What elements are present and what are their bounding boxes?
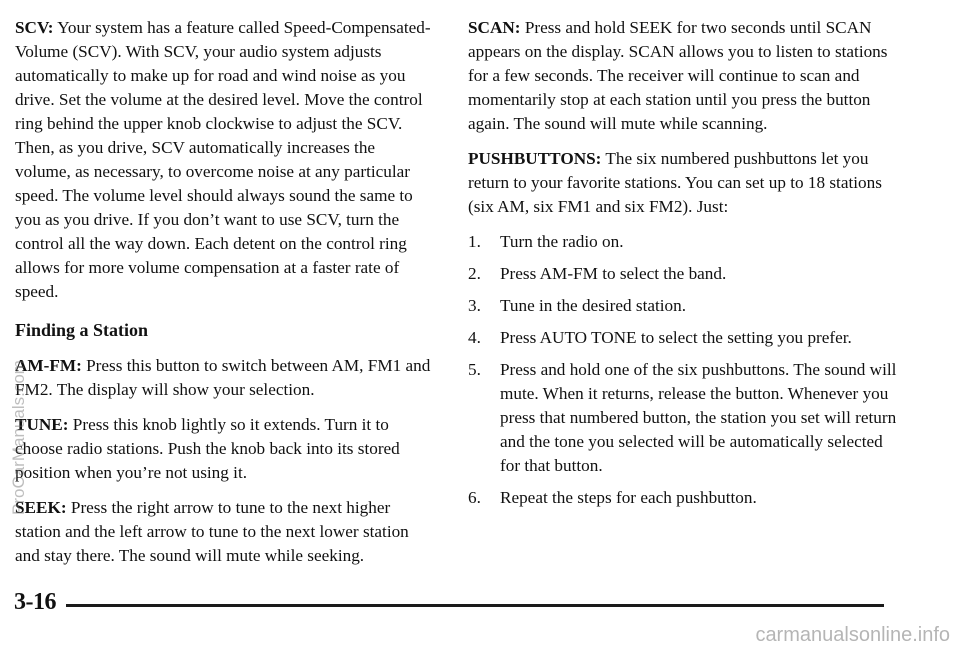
step-text: Turn the radio on. [500, 232, 624, 251]
section-heading: Finding a Station [15, 320, 149, 340]
scv-term: SCV: [15, 18, 54, 37]
step-number: 6. [468, 488, 481, 507]
page-number: 3-16 [14, 589, 56, 615]
amfm-text: Press this button to switch between AM, FM1 and FM2. The display will show your selection. [15, 356, 431, 399]
step-number: 5. [468, 360, 481, 379]
step-number: 3. [468, 296, 481, 315]
list-item [468, 294, 898, 318]
scv-text: Your system has a feature called Speed-Compensated-Volume (SCV). With SCV, your audio system adjusts automatically to make up for road and wind noise as you drive. Set the volume at the desired level. Move the control ring behind the upper knob clockwise to adjust the SCV. Then, as you drive, SCV automatically increases the volume, as necessary, to overcome noise at any particular speed. The volume level should always sound the same to you as you drive. If you don’t want to use SCV, turn the control all the way down. Each detent on the control ring allows for more volume compensation at a faster rate of speed. [15, 18, 431, 301]
step-number: 2. [468, 264, 481, 283]
watermark-vertical: ProCarManuals.com [9, 360, 28, 515]
step-text: Tune in the desired station. [500, 296, 687, 315]
pushbuttons-text: The six numbered pushbuttons let you return to your favorite stations. You can set up to 18 stations (six AM, six FM1 and six FM2). Just: [468, 149, 882, 216]
seek-term: SEEK: [15, 498, 67, 517]
scan-paragraph [468, 16, 898, 136]
step-number: 4. [468, 328, 481, 347]
amfm-paragraph [15, 354, 433, 402]
tune-paragraph [15, 413, 433, 485]
seek-text: Press the right arrow to tune to the next higher station and the left arrow to tune to the next lower station and stay there. The sound will mute while seeking. [15, 498, 409, 565]
scan-text: Press and hold SEEK for two seconds until SCAN appears on the display. SCAN allows you to listen to stations for a few seconds. The receiver will continue to scan and momentarily stop at each station until you press the button again. The sound will mute while scanning. [468, 18, 888, 133]
steps-list [468, 230, 898, 510]
step-text: Press AM-FM to select the band. [500, 264, 727, 283]
step-text: Press and hold one of the six pushbuttons. The sound will mute. When it returns, release the button. Whenever you press that numbered button, the station you set will return and the tone you selected will be automatically selected for that button. [500, 360, 897, 475]
list-item [468, 262, 898, 286]
amfm-term: AM-FM: [15, 356, 82, 375]
step-number: 1. [468, 232, 481, 251]
scv-paragraph [15, 16, 433, 304]
scan-term: SCAN: [468, 18, 521, 37]
footer-rule [66, 604, 884, 607]
step-text: Press AUTO TONE to select the setting you prefer. [500, 328, 852, 347]
list-item [468, 230, 898, 254]
tune-text: Press this knob lightly so it extends. Turn it to choose radio stations. Push the knob back into its stored position when you’re not using it. [15, 415, 400, 482]
list-item [468, 486, 898, 510]
list-item [468, 358, 898, 478]
seek-paragraph [15, 496, 433, 568]
left-column [15, 16, 433, 579]
list-item [468, 326, 898, 350]
right-column [468, 16, 898, 518]
step-text: Repeat the steps for each pushbutton. [500, 488, 757, 507]
tune-term: TUNE: [15, 415, 69, 434]
pushbuttons-paragraph [468, 147, 898, 219]
watermark-bottom: carmanualsonline.info [755, 624, 950, 646]
pushbuttons-term: PUSHBUTTONS: [468, 149, 602, 168]
